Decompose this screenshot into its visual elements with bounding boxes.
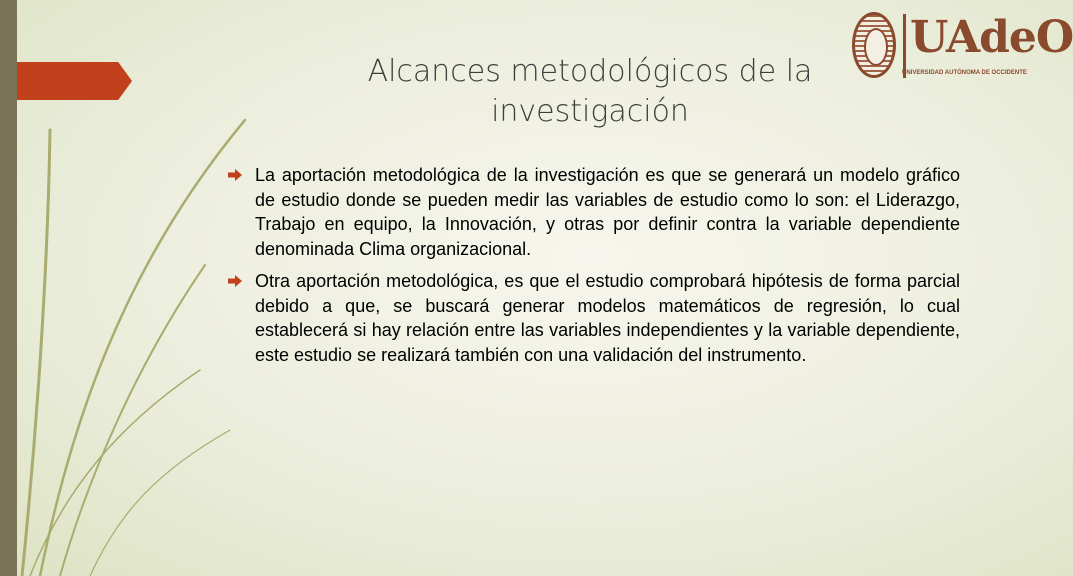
bullet-list <box>228 163 960 375</box>
arrow-right-icon <box>228 275 242 287</box>
university-seal-icon <box>852 12 896 78</box>
title-accent-tab <box>17 62 132 100</box>
bullet-text: La aportación metodológica de la investigación es que se generará un modelo gráfico de estudio donde se pueden medir las variables de estudio como lo son: el Liderazgo, Trabajo en equipo, la Innovación, y otras por definir contra la variable dependiente denominada Clima organizacional. <box>255 165 960 259</box>
bullet-item <box>228 163 960 261</box>
arrow-right-icon <box>228 169 242 181</box>
logo-subtitle: UNIVERSIDAD AUTÓNOMA DE OCCIDENTE <box>902 70 1027 76</box>
bullet-item <box>228 269 960 367</box>
slide-title: Alcances metodológicos de la investigación <box>367 54 813 129</box>
university-logo <box>852 10 1073 84</box>
logo-divider <box>903 14 906 78</box>
logo-brand: UAdeO <box>910 12 1073 63</box>
bullet-text: Otra aportación metodológica, es que el estudio comprobará hipótesis de forma parcial debido a que, se buscará generar modelos matemáticos de regresión, lo cual establecerá si hay relación entre las variables independientes y la variable dependiente, este estudio se realizará también con una validación del instrumento. <box>255 271 960 365</box>
